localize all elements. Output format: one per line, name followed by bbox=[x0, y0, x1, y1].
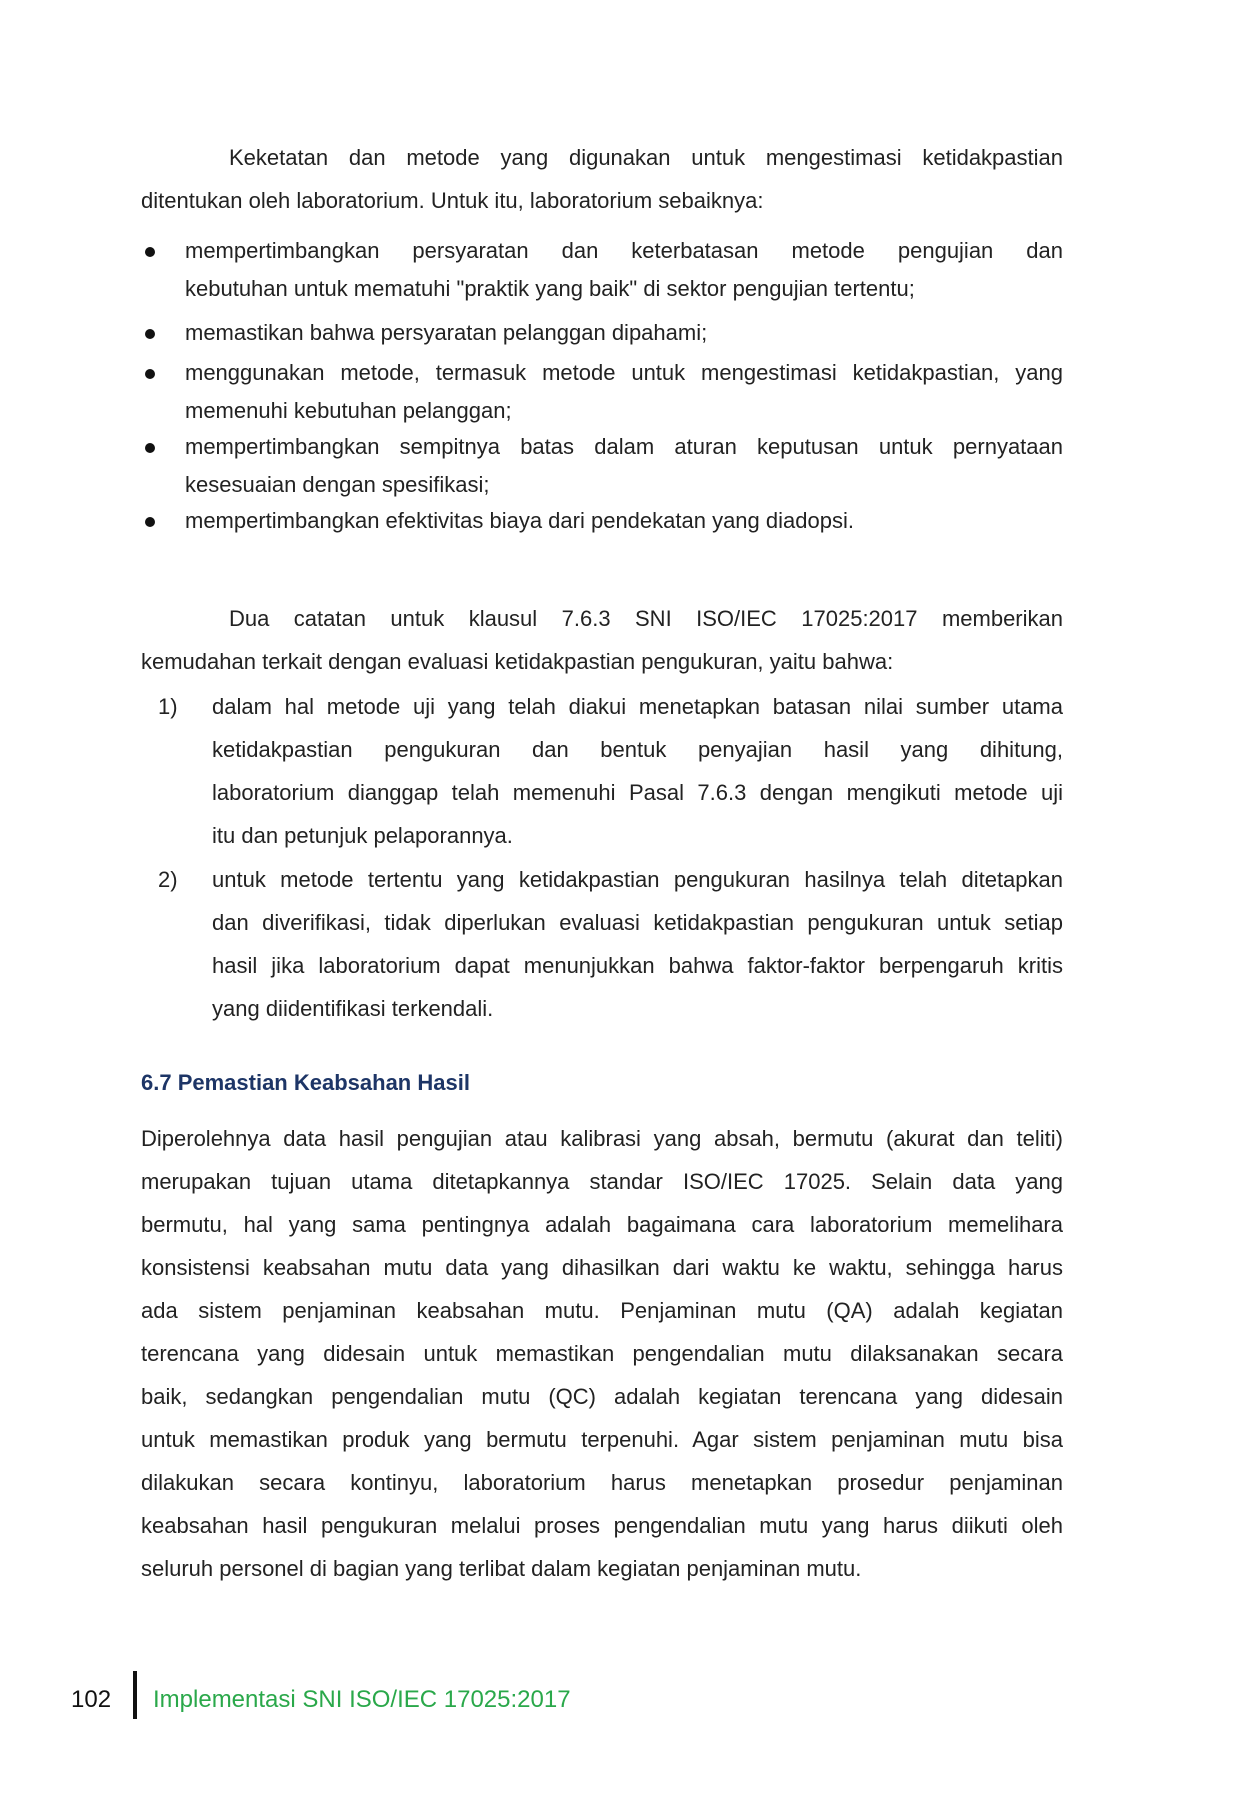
notes-paragraph bbox=[141, 597, 1063, 683]
text-line: Dua catatan untuk klausul 7.6.3 SNI ISO/IEC 17025:2017 memberikan bbox=[229, 606, 1063, 631]
text-line: mempertimbangkan sempitnya batas dalam aturan keputusan untuk pernyataan bbox=[185, 434, 1063, 459]
bullet-text bbox=[185, 314, 1063, 352]
bullet-text bbox=[185, 354, 1063, 430]
text-line: dan diverifikasi, tidak diperlukan evaluasi ketidakpastian pengukuran untuk setiap bbox=[212, 910, 1063, 935]
numbered-text bbox=[212, 858, 1063, 1030]
bullet-icon bbox=[145, 247, 155, 257]
text-line: laboratorium dianggap telah memenuhi Pasal 7.6.3 dengan mengikuti metode uji bbox=[212, 780, 1063, 805]
footer-book-title: Implementasi SNI ISO/IEC 17025:2017 bbox=[153, 1686, 571, 1713]
footer-divider bbox=[133, 1671, 137, 1719]
text-line: ditentukan oleh laboratorium. Untuk itu, laboratorium sebaiknya: bbox=[141, 188, 764, 213]
text-line: keabsahan hasil pengukuran melalui proses pengendalian mutu yang harus diikuti oleh bbox=[141, 1513, 1063, 1538]
section-paragraph bbox=[141, 1117, 1063, 1590]
bullet-text bbox=[185, 502, 1063, 540]
section-heading: 6.7 Pemastian Keabsahan Hasil bbox=[141, 1070, 470, 1095]
page-number: 102 bbox=[71, 1686, 112, 1713]
text-line: mempertimbangkan persyaratan dan keterbatasan metode pengujian dan bbox=[185, 238, 1063, 263]
text-line: ada sistem penjaminan keabsahan mutu. Penjaminan mutu (QA) adalah kegiatan bbox=[141, 1298, 1063, 1323]
text-line: ketidakpastian pengukuran dan bentuk penyajian hasil yang dihitung, bbox=[212, 737, 1063, 762]
text-line: memastikan bahwa persyaratan pelanggan dipahami; bbox=[185, 320, 708, 345]
text-line: yang diidentifikasi terkendali. bbox=[212, 996, 494, 1021]
text-line: hasil jika laboratorium dapat menunjukkan bahwa faktor-faktor berpengaruh kritis bbox=[212, 953, 1063, 978]
text-line: mempertimbangkan efektivitas biaya dari pendekatan yang diadopsi. bbox=[185, 508, 854, 533]
text-line: kebutuhan untuk mematuhi "praktik yang baik" di sektor pengujian tertentu; bbox=[185, 276, 915, 301]
list-number: 1) bbox=[158, 694, 178, 719]
text-line: menggunakan metode, termasuk metode untuk mengestimasi ketidakpastian, yang bbox=[185, 360, 1063, 385]
text-line: dilakukan secara kontinyu, laboratorium harus menetapkan prosedur penjaminan bbox=[141, 1470, 1063, 1495]
text-line: Diperolehnya data hasil pengujian atau kalibrasi yang absah, bermutu (akurat dan teliti) bbox=[141, 1126, 1063, 1151]
numbered-text bbox=[212, 685, 1063, 857]
bullet-icon bbox=[145, 443, 155, 453]
text-line: merupakan tujuan utama ditetapkannya standar ISO/IEC 17025. Selain data yang bbox=[141, 1169, 1063, 1194]
text-line: bermutu, hal yang sama pentingnya adalah bagaimana cara laboratorium memelihara bbox=[141, 1212, 1063, 1237]
bullet-list bbox=[141, 232, 1063, 572]
text-line: seluruh personel di bagian yang terlibat dalam kegiatan penjaminan mutu. bbox=[141, 1556, 862, 1581]
intro-paragraph bbox=[141, 136, 1063, 222]
bullet-icon bbox=[145, 517, 155, 527]
text-line: untuk memastikan produk yang bermutu terpenuhi. Agar sistem penjaminan mutu bisa bbox=[141, 1427, 1063, 1452]
text-line: itu dan petunjuk pelaporannya. bbox=[212, 823, 513, 848]
bullet-icon bbox=[145, 369, 155, 379]
list-number: 2) bbox=[158, 867, 178, 892]
text-line: dalam hal metode uji yang telah diakui menetapkan batasan nilai sumber utama bbox=[212, 694, 1063, 719]
text-line: memenuhi kebutuhan pelanggan; bbox=[185, 398, 512, 423]
text-line: baik, sedangkan pengendalian mutu (QC) adalah kegiatan terencana yang didesain bbox=[141, 1384, 1063, 1409]
bullet-icon bbox=[145, 329, 155, 339]
text-line: konsistensi keabsahan mutu data yang dihasilkan dari waktu ke waktu, sehingga harus bbox=[141, 1255, 1063, 1280]
text-line: kemudahan terkait dengan evaluasi ketidakpastian pengukuran, yaitu bahwa: bbox=[141, 649, 894, 674]
numbered-list bbox=[141, 685, 1063, 1025]
text-line: kesesuaian dengan spesifikasi; bbox=[185, 472, 490, 497]
text-line: Keketatan dan metode yang digunakan untuk mengestimasi ketidakpastian bbox=[229, 145, 1063, 170]
text-line: terencana yang didesain untuk memastikan pengendalian mutu dilaksanakan secara bbox=[141, 1341, 1063, 1366]
text-line: untuk metode tertentu yang ketidakpastian pengukuran hasilnya telah ditetapkan bbox=[212, 867, 1063, 892]
bullet-text bbox=[185, 232, 1063, 308]
bullet-text bbox=[185, 428, 1063, 504]
